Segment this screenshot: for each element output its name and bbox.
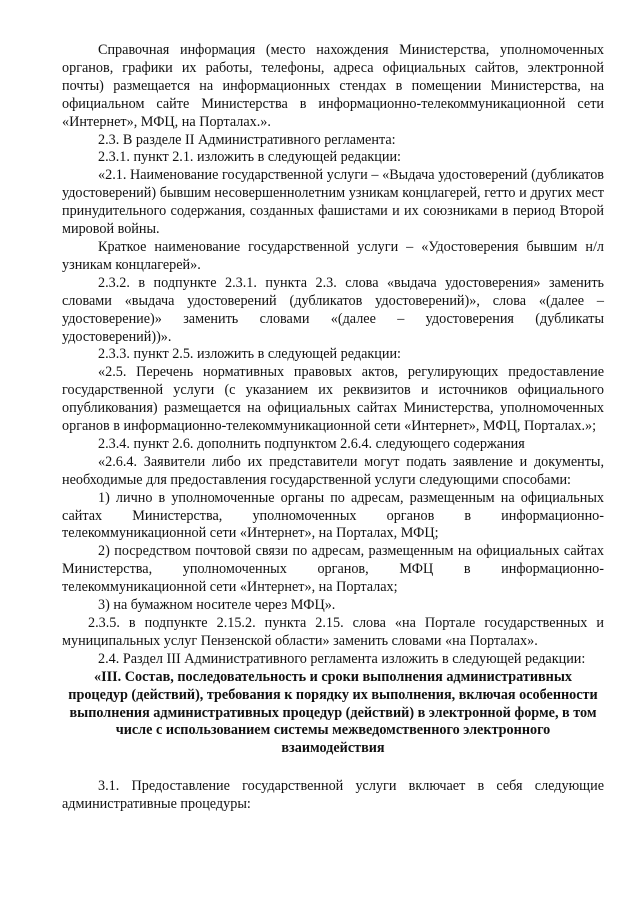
list-item-1: 1) лично в уполномоченные органы по адресам, размещенным на официальных сайтах Министерства, уполномоченных органов в информационно-телекоммуникационной сети «Интернет», на Порталах, МФЦ;	[62, 489, 604, 542]
paragraph-reference-info: Справочная информация (место нахождения Министерства, уполномоченных органов, графики их работы, телефоны, адреса официальных сайтов, электронной почты) размещается на информационных стендах в помещении Министерства, на официальном сайте Министерства в информационно-телекоммуникационной сети «Интернет», МФЦ, на Порталах.».	[62, 42, 604, 130]
paragraph-2-3-1: 2.3.1. пункт 2.1. изложить в следующей редакции:	[98, 149, 401, 166]
paragraph-2-6-4: «2.6.4. Заявители либо их представители могут подать заявление и документы, необходимые для предоставления государственной услуги следующими способами:	[62, 453, 604, 488]
paragraph-2-3-3: 2.3.3. пункт 2.5. изложить в следующей редакции:	[98, 346, 401, 363]
list-item-3: 3) на бумажном носителе через МФЦ».	[98, 597, 336, 614]
paragraph-2-5: «2.5. Перечень нормативных правовых актов, регулирующих предоставление государственной услуги (с указанием их реквизитов и источников официального опубликования) размещается на официальных сайтах Министерства, уполномоченных органов в информационно-телекоммуникационной сети «Интернет», МФЦ, Порталах.»;	[62, 364, 604, 435]
paragraph-3-1: 3.1. Предоставление государственной услуги включает в себя следующие административные процедуры:	[62, 778, 604, 813]
paragraph-2-3-2: 2.3.2. в подпункте 2.3.1. пункта 2.3. слова «выдача удостоверения» заменить словами «выдача удостоверений (дубликатов удостоверений)», слова «(далее – удостоверение)» заменить словами «(далее – удостоверения (дубликаты удостоверений))».	[62, 274, 604, 345]
list-item-2: 2) посредством почтовой связи по адресам, размещенным на официальных сайтах Министерства, уполномоченных органов, МФЦ в информационно-телекоммуникационной сети «Интернет», на Порталах;	[62, 543, 604, 596]
document-body	[62, 42, 604, 814]
section-heading: «III. Состав, последовательность и сроки выполнения административных процедур (действий), требования к порядку их выполнения, включая особенности выполнения административных процедур (действий) в электронной форме, в том числе с использованием системы межведомственного электронного взаимодействия	[68, 668, 598, 757]
paragraph-2-4: 2.4. Раздел III Административного регламента изложить в следующей редакции:	[98, 650, 586, 667]
paragraph-2-3: 2.3. В разделе II Административного регламента:	[98, 131, 396, 148]
paragraph-2-3-4: 2.3.4. пункт 2.6. дополнить подпунктом 2.6.4. следующего содержания	[98, 435, 525, 452]
paragraph-2-1-service-name: «2.1. Наименование государственной услуги – «Выдача удостоверений (дубликатов удостоверений) бывшим несовершеннолетним узникам концлагерей, гетто и других мест принудительного содержания, созданных фашистами и их союзниками в период Второй мировой войны.	[62, 167, 604, 238]
paragraph-short-name: Краткое наименование государственной услуги – «Удостоверения бывшим н/л узникам концлагерей».	[62, 238, 604, 273]
paragraph-2-3-5: 2.3.5. в подпункте 2.15.2. пункта 2.15. слова «на Портале государственных и муниципальных услуг Пензенской области» заменить словами «на Порталах».	[62, 615, 604, 649]
